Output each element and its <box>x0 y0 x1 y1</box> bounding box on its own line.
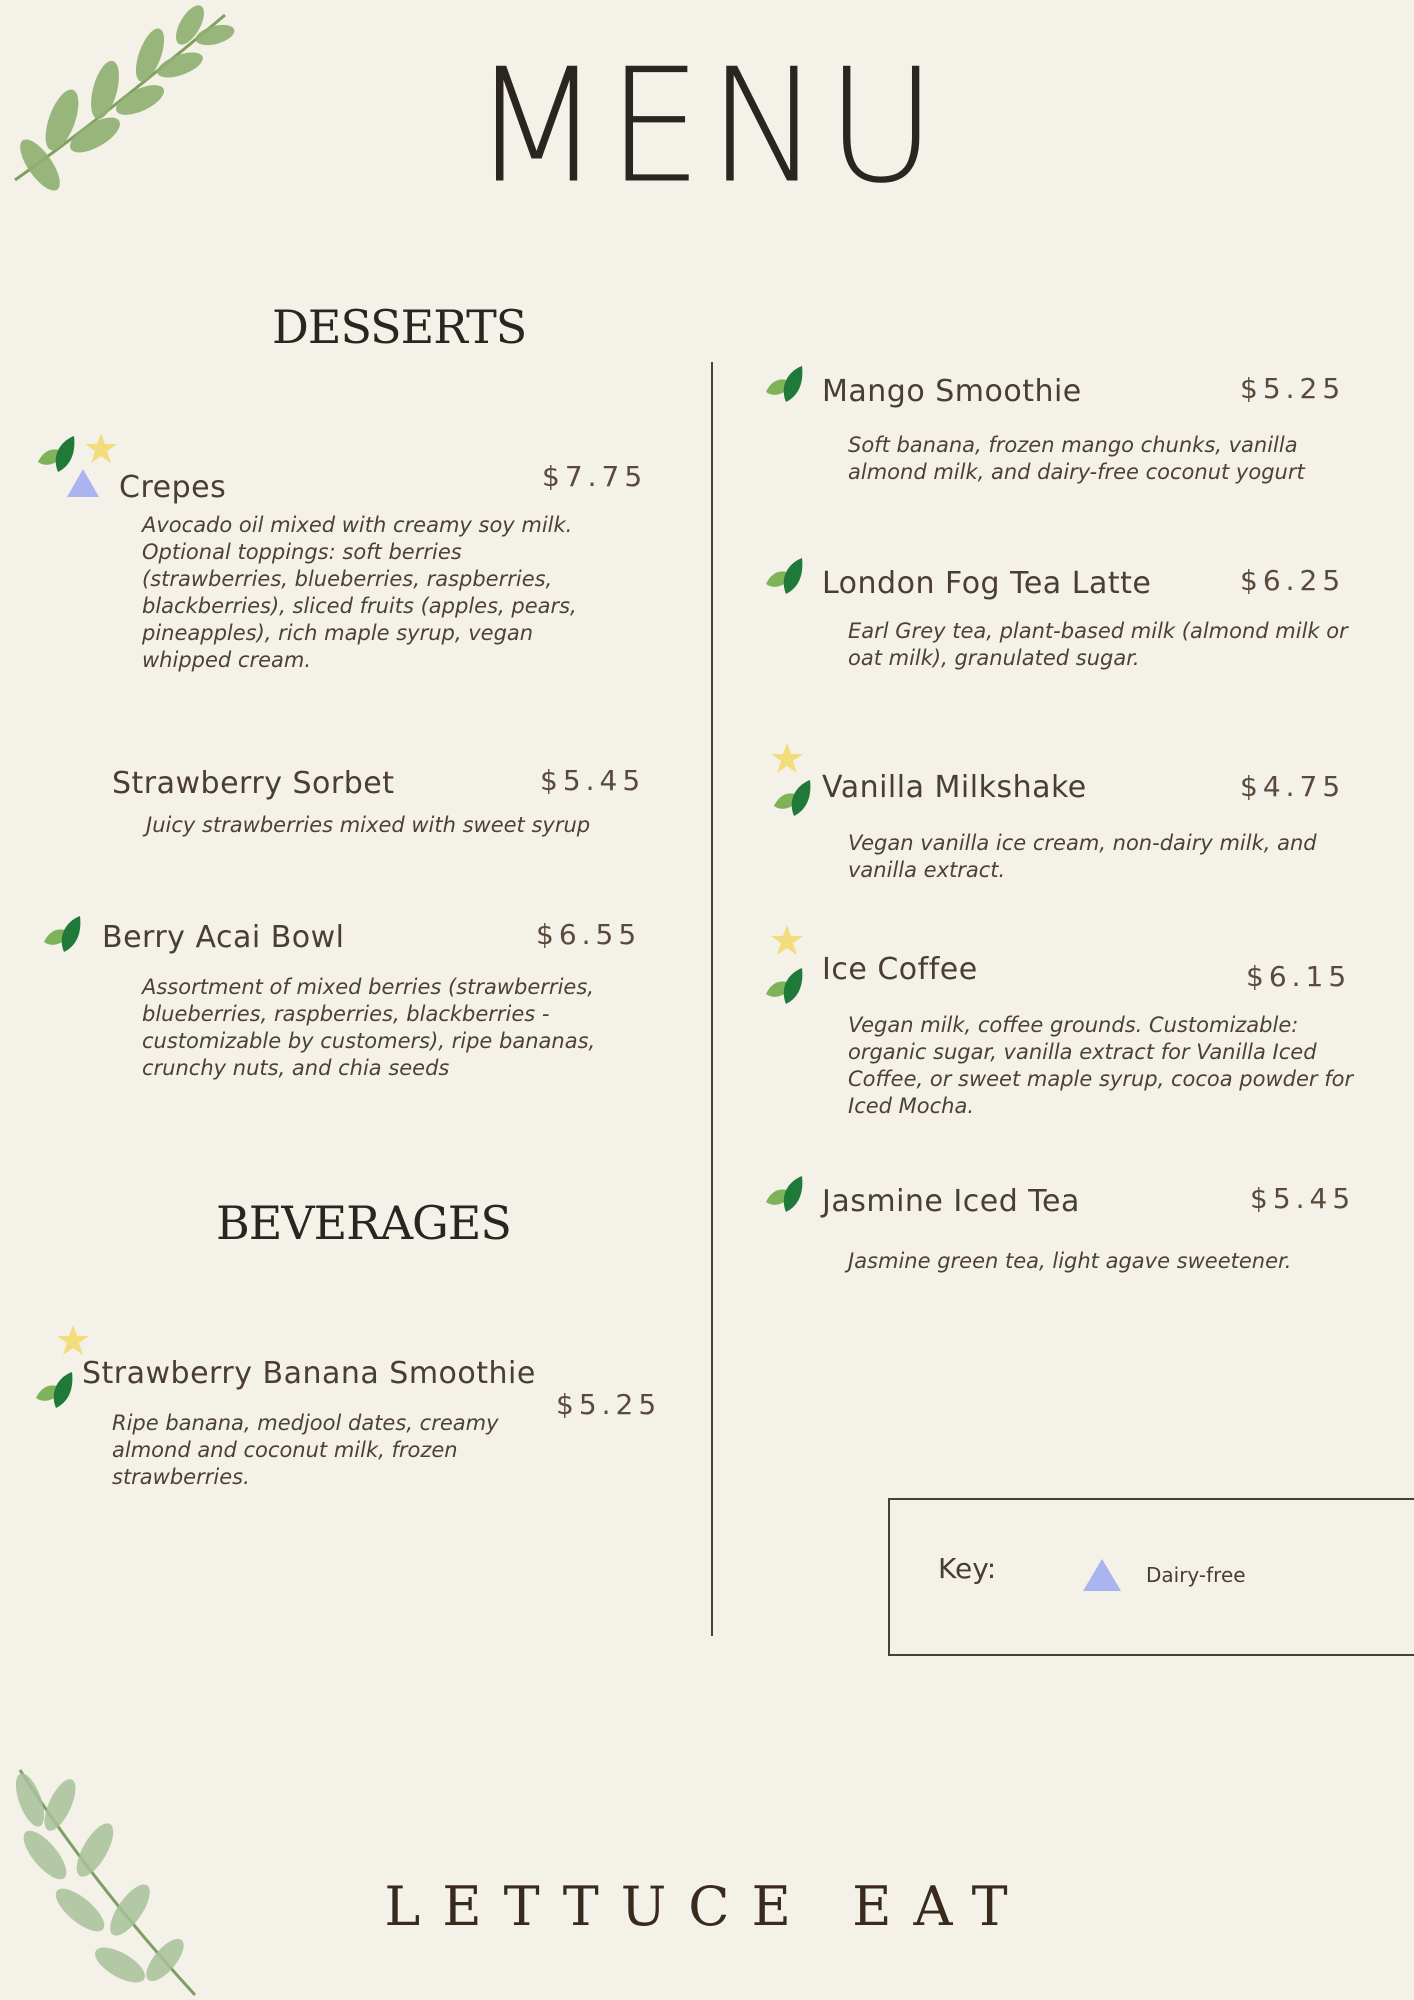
key-label: Key: <box>938 1552 997 1585</box>
section-title-beverages: BEVERAGES <box>216 1196 511 1250</box>
column-divider <box>711 362 713 1636</box>
item-name-sb-smoothie: Strawberry Banana Smoothie <box>82 1356 536 1391</box>
item-name-crepes: Crepes <box>119 470 227 505</box>
leaf-icon <box>762 1172 806 1216</box>
item-desc-london-fog: Earl Grey tea, plant-based milk (almond milk or oat milk), granulated sugar. <box>848 619 1348 670</box>
item-desc-milkshake: Vegan vanilla ice cream, non-dairy milk, and vanilla extract. <box>848 831 1317 882</box>
item-name-sorbet: Strawberry Sorbet <box>112 766 395 801</box>
item-desc-acai: Assortment of mixed berries (strawberries, blueberries, raspberries, blackberries - customizable by customers), ripe bananas, crunchy nuts, and chia seeds <box>142 975 596 1080</box>
item-price-mango: $5.25 <box>1240 372 1346 405</box>
item-name-ice-coffee: Ice Coffee <box>822 952 978 987</box>
leaf-icon <box>762 964 806 1008</box>
star-icon <box>84 432 118 464</box>
leaf-icon <box>762 554 806 598</box>
leaf-icon <box>40 912 84 956</box>
brand-name: LETTUCE EAT <box>384 1875 1030 1938</box>
item-price-london-fog: $6.25 <box>1240 564 1346 597</box>
item-name-acai: Berry Acai Bowl <box>102 920 345 955</box>
star-icon <box>770 742 804 774</box>
leaf-icon <box>32 1368 76 1412</box>
item-name-london-fog: London Fog Tea Latte <box>822 566 1152 601</box>
item-desc-sb-smoothie: Ripe banana, medjool dates, creamy almond and coconut milk, frozen strawberries. <box>112 1411 499 1489</box>
item-price-ice-coffee: $6.15 <box>1246 960 1352 993</box>
section-title-desserts: DESSERTS <box>272 300 527 354</box>
leaf-icon <box>762 362 806 406</box>
leaf-icon <box>770 776 814 820</box>
item-desc-crepes: Avocado oil mixed with creamy soy milk. Optional toppings: soft berries (strawberries, blueberries, raspberries, blackberries), sliced fruits (apples, pears, pineapples), rich maple syrup, vegan whipped cream. <box>142 513 577 672</box>
item-price-jasmine: $5.45 <box>1250 1182 1356 1215</box>
dairy-free-triangle-icon <box>1082 1558 1122 1592</box>
key-dairy-free-label: Dairy-free <box>1146 1563 1246 1587</box>
item-desc-mango: Soft banana, frozen mango chunks, vanilla almond milk, and dairy-free coconut yogurt <box>848 433 1305 484</box>
item-name-jasmine: Jasmine Iced Tea <box>822 1184 1080 1219</box>
item-name-milkshake: Vanilla Milkshake <box>822 770 1087 805</box>
star-icon <box>56 1324 90 1356</box>
item-desc-jasmine: Jasmine green tea, light agave sweetener. <box>848 1249 1292 1273</box>
item-price-crepes: $7.75 <box>542 460 648 493</box>
item-name-mango: Mango Smoothie <box>822 374 1082 409</box>
item-price-milkshake: $4.75 <box>1240 770 1346 803</box>
dairy-free-triangle-icon <box>66 468 100 498</box>
item-price-acai: $6.55 <box>536 918 642 951</box>
star-icon <box>770 924 804 956</box>
item-price-sb-smoothie: $5.25 <box>556 1388 662 1421</box>
menu-title: MENU <box>471 35 943 219</box>
item-desc-sorbet: Juicy strawberries mixed with sweet syrup <box>146 813 591 837</box>
item-price-sorbet: $5.45 <box>540 764 646 797</box>
item-desc-ice-coffee: Vegan milk, coffee grounds. Customizable: organic sugar, vanilla extract for Vanilla Iced Coffee, or sweet maple syrup, cocoa powder for Iced Mocha. <box>848 1013 1354 1118</box>
